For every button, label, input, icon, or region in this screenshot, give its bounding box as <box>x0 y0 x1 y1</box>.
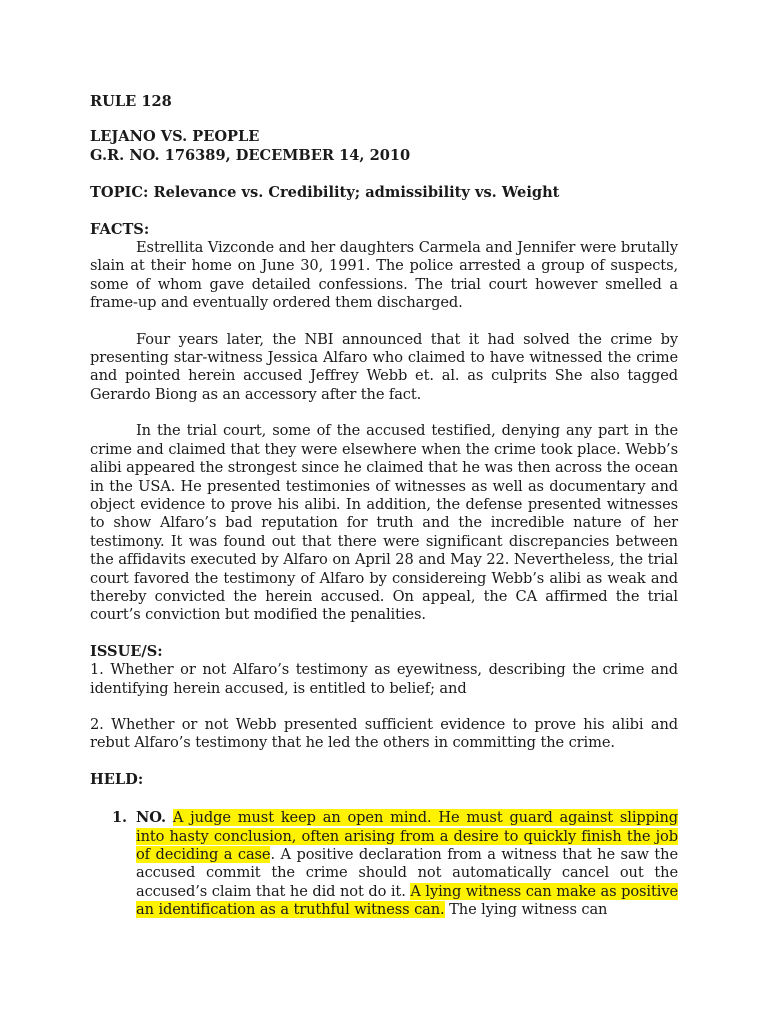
held-text: The lying witness can <box>444 901 608 919</box>
highlighted-text: A lying witness can make as positive an identification as a truthful witness can. <box>136 882 679 919</box>
held-answer: NO. <box>136 809 166 827</box>
topic-heading: TOPIC: Relevance vs. Credibility; admissibility vs. Weight <box>90 184 560 202</box>
facts-section <box>90 239 678 625</box>
rule-heading: RULE 128 <box>90 93 172 110</box>
issue-item: 1. Whether or not Alfaro’s testimony as eyewitness, describing the crime and identifying herein accused, is entitled to belief; and <box>90 661 678 697</box>
held-text: . A positive declaration from a witness that he saw the accused commit the crime should not automatically cancel out the accused’s claim that he did not do it. <box>136 846 679 900</box>
case-title: LEJANO VS. PEOPLE <box>90 128 260 146</box>
case-number: G.R. NO. 176389, DECEMBER 14, 2010 <box>90 146 411 164</box>
facts-paragraph: In the trial court, some of the accused testified, denying any part in the crime and claimed that they were elsewhere when the crime took place. Webb’s alibi appeared the strongest since he claimed that he was then across the ocean in the USA. He presented testimonies of witnesses as well as documentary and object evidence to prove his alibi. In addition, the defense presented witnesses to show Alfaro’s bad reputation for truth and the incredible nature of her testimony. It was found out that there were significant discrepancies between the affidavits executed by Alfaro on April 28 and May 22. Nevertheless, the trial court favored the testimony of Alfaro by considereing Webb’s alibi as weak and thereby convicted the herein accused. On appeal, the CA affirmed the trial court’s conviction but modified the penalities. <box>90 422 678 624</box>
highlighted-text: A judge must keep an open mind. He must guard against slipping into hasty conclusion, often arising from a desire to quickly finish the job of deciding a case <box>136 809 679 863</box>
held-item <box>90 809 678 919</box>
facts-paragraph: Four years later, the NBI announced that it had solved the crime by presenting star-witness Jessica Alfaro who claimed to have witnessed the crime and pointed herein accused Jeffrey Webb et. al. as culprits She also tagged Gerardo Biong as an accessory after the fact. <box>90 330 678 403</box>
held-list <box>90 809 678 919</box>
issues-section <box>90 661 678 753</box>
issues-label: ISSUE/S: <box>90 642 163 660</box>
facts-label: FACTS: <box>90 220 150 238</box>
document-page <box>90 93 678 920</box>
held-label: HELD: <box>90 770 144 788</box>
held-number: 1. <box>112 809 128 827</box>
issue-item: 2. Whether or not Webb presented sufficient evidence to prove his alibi and rebut Alfaro’s testimony that he led the others in committing the crime. <box>90 715 678 752</box>
facts-paragraph: Estrellita Vizconde and her daughters Carmela and Jennifer were brutally slain at their home on June 30, 1991. The police arrested a group of suspects, some of whom gave detailed confessions. The trial court however smelled a frame-up and eventually ordered them discharged. <box>90 239 678 312</box>
